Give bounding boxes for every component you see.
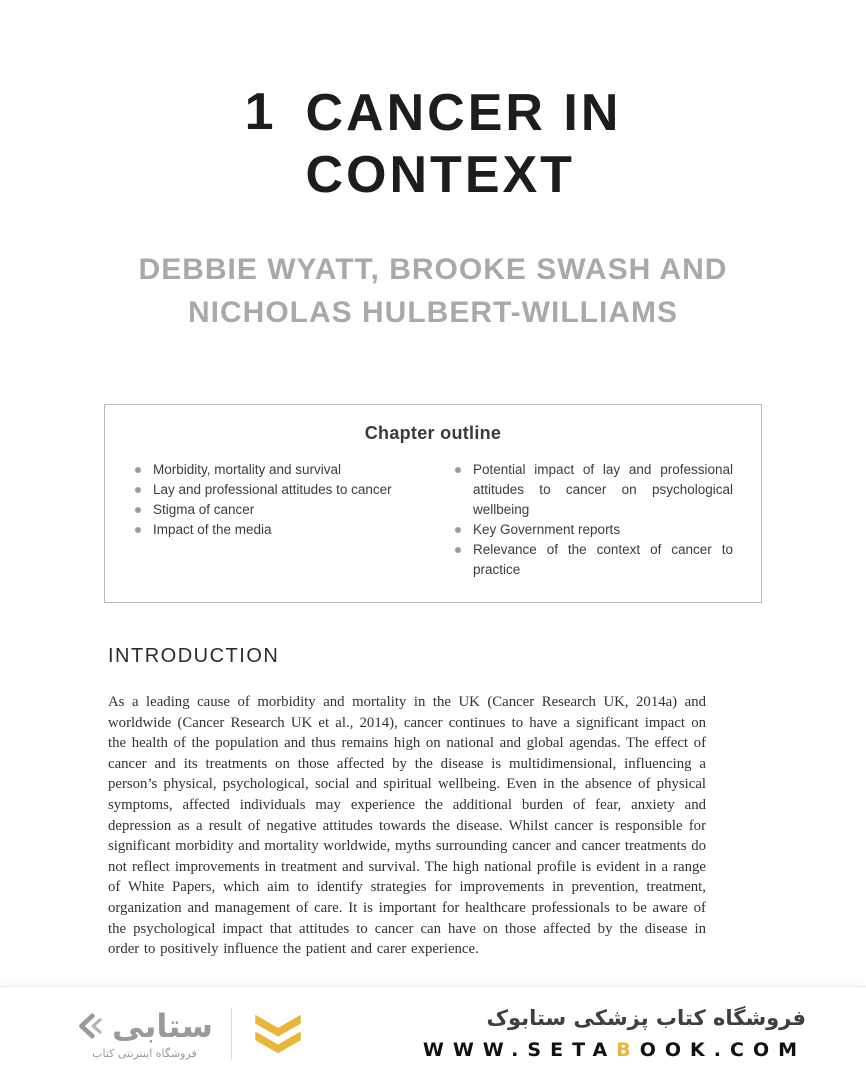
outline-item-label: Potential impact of lay and professional attitudes to cancer on psychological wellbeing: [473, 462, 733, 517]
bullet-icon: [455, 527, 461, 533]
outline-left-list: [133, 460, 413, 580]
chapter-title-line-2: CONTEXT: [305, 146, 575, 204]
chapter-authors: [0, 248, 866, 334]
logo-subtitle: فروشگاه اینترنتی کتاب: [92, 1046, 197, 1060]
logo-block: [76, 1008, 213, 1060]
chapter-title-line-1: CANCER IN: [305, 84, 622, 142]
outline-item-label: Lay and professional attitudes to cancer: [153, 482, 392, 497]
outline-item: [133, 460, 413, 480]
bullet-icon: [135, 487, 141, 493]
logo-top: [76, 1008, 213, 1044]
outline-item: [453, 540, 733, 580]
authors-line-1: DEBBIE WYATT, BROOKE SWASH AND: [138, 253, 728, 286]
book-chevrons-icon: [250, 1011, 306, 1057]
url-highlight: B: [616, 1039, 640, 1061]
bullet-icon: [455, 547, 461, 553]
outline-item: [453, 520, 733, 540]
outline-item: [453, 460, 733, 520]
bullet-icon: [135, 527, 141, 533]
url-prefix: WWW.SETA: [422, 1039, 617, 1061]
footer-right: [423, 1006, 806, 1061]
outline-item-label: Relevance of the context of cancer to practice: [473, 542, 733, 577]
footer: [0, 986, 866, 1080]
introduction-section: [108, 645, 706, 960]
bullet-icon: [135, 467, 141, 473]
outline-title: Chapter outline: [364, 423, 502, 443]
chapter-outline-box: [104, 404, 762, 603]
outline-item-label: Stigma of cancer: [153, 502, 255, 517]
outline-columns: [133, 460, 733, 580]
outline-item: [133, 520, 413, 540]
outline-item-label: Key Government reports: [473, 522, 621, 537]
chevron-left-icon: [76, 1011, 104, 1041]
outline-item-label: Impact of the media: [153, 522, 272, 537]
bullet-icon: [455, 467, 461, 473]
chapter-title-row: [0, 82, 866, 206]
outline-item: [133, 500, 413, 520]
outline-item-label: Morbidity, mortality and survival: [153, 462, 342, 477]
outline-right-list: [453, 460, 733, 580]
logo-wordmark: ستابی: [112, 1006, 213, 1045]
footer-divider: [231, 1008, 232, 1060]
authors-line-2: NICHOLAS HULBERT-WILLIAMS: [188, 296, 678, 329]
bullet-icon: [135, 507, 141, 513]
introduction-heading: INTRODUCTION: [108, 645, 280, 667]
setabook-logo: [76, 1008, 306, 1060]
chapter-header: [0, 0, 866, 334]
url-suffix: OOK.COM: [639, 1039, 806, 1061]
chapter-title: [306, 82, 622, 206]
footer-tagline: فروشگاه کتاب پزشکی ستابوک: [486, 1006, 806, 1030]
website-url: [423, 1039, 806, 1061]
chapter-number: 1: [244, 83, 276, 141]
outline-item: [133, 480, 413, 500]
introduction-paragraph: As a leading cause of morbidity and mortality in the UK (Cancer Research UK, 2014a) and worldwide (Cancer Research UK et al., 2014), cancer continues to have a significant impact on the health of the population and thus remains high on national and global agendas. The effect of cancer and its treatments on those affected by the disease is multidimensional, influencing a person’s physical, psychological, social and spiritual wellbeing. Even in the absence of physical symptoms, affected individuals may experience the additional burden of fear, anxiety and depression as a result of negative attitudes towards the disease. Whilst cancer is responsible for significant morbidity and mortality worldwide, myths surrounding cancer and cancer treatments do not reflect improvements in treatment and survival. The high national profile is evident in a range of White Papers, which aim to identify strategies for improvements in prevention, treatment, organization and management of care. It is important for healthcare professionals to be aware of the psychological impact that attitudes to cancer can have on those affected by the disease in order to positively influence the patient and carer experience.: [108, 694, 706, 958]
